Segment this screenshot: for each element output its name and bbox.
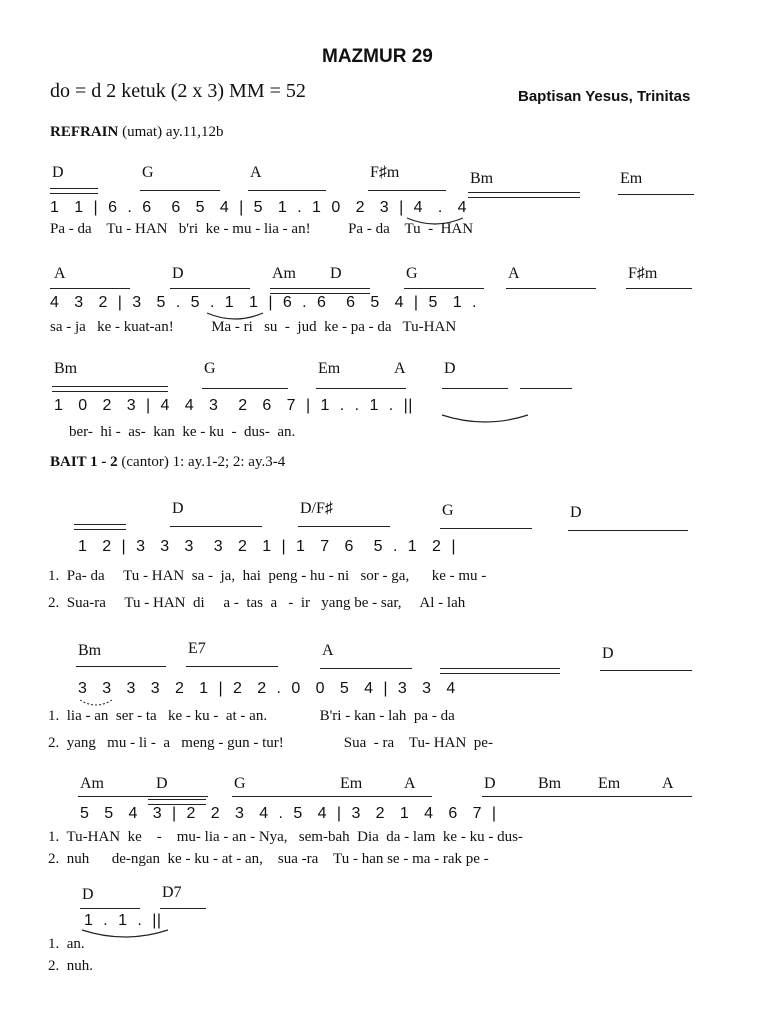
chord: D bbox=[172, 500, 184, 517]
lyrics-row-verse-2: 2. nuh. bbox=[48, 958, 93, 974]
chord: G bbox=[234, 775, 246, 792]
beam bbox=[80, 908, 140, 909]
slur bbox=[78, 698, 114, 708]
beam bbox=[440, 528, 532, 529]
notation-row: 1 2 | 3 3 3 3 2 1 | 1 7 6 5 . 1 2 | bbox=[78, 538, 456, 555]
beam bbox=[74, 524, 126, 530]
lyrics-row-verse-2: 2. nuh de-ngan ke - ku - at - an, sua -ra Tu - han se - ma - rak pe - bbox=[48, 851, 489, 867]
chord: Bm bbox=[470, 170, 494, 187]
chord: Bm bbox=[538, 775, 562, 792]
beam bbox=[568, 530, 688, 531]
beam bbox=[600, 670, 692, 671]
chord: G bbox=[142, 164, 154, 181]
credit-line: Baptisan Yesus, Trinitas bbox=[518, 88, 691, 105]
beam bbox=[186, 666, 278, 667]
chord: Am bbox=[80, 775, 104, 792]
beam bbox=[50, 188, 98, 194]
chord: D bbox=[570, 504, 582, 521]
lyrics-row-verse-1: 1. lia - an ser - ta ke - ku - at - an. B'ri - kan - lah pa - da bbox=[48, 708, 455, 724]
chord: D7 bbox=[162, 884, 182, 901]
chord: D bbox=[444, 360, 456, 377]
beam bbox=[468, 192, 580, 198]
chord: F♯m bbox=[370, 164, 400, 181]
chord: A bbox=[54, 265, 66, 282]
chord: Bm bbox=[78, 642, 102, 659]
bait-heading bbox=[50, 454, 285, 471]
beam bbox=[232, 796, 432, 797]
notation-row: 1 . 1 . || bbox=[84, 912, 162, 929]
refrain-heading bbox=[50, 124, 223, 141]
lyrics-row: Pa - da Tu - HAN b'ri ke - mu - lia - an! Pa - da Tu - HAN bbox=[50, 221, 474, 237]
beam bbox=[520, 388, 572, 389]
notation-row: 1 1 | 6 . 6 6 5 4 | 5 1 . 1 0 2 3 | 4 . 4 bbox=[50, 199, 468, 216]
notation-row: 1 0 2 3 | 4 4 3 2 6 7 | 1 . . 1 . || bbox=[54, 397, 413, 414]
chord: A bbox=[508, 265, 520, 282]
beam bbox=[78, 796, 208, 797]
beam bbox=[170, 526, 262, 527]
beam bbox=[202, 388, 288, 389]
lyrics-row-verse-1: 1. Pa- da Tu - HAN sa - ja, hai peng - hu - ni sor - ga, ke - mu - bbox=[48, 568, 487, 584]
beam bbox=[52, 386, 168, 392]
chord: G bbox=[204, 360, 216, 377]
slur bbox=[80, 928, 170, 942]
chord: Em bbox=[620, 170, 643, 187]
beam bbox=[482, 796, 692, 797]
chord: Em bbox=[318, 360, 341, 377]
notation-row: 4 3 2 | 3 5 . 5 . 1 1 | 6 . 6 6 5 4 | 5 1 . bbox=[50, 294, 477, 311]
notation-row: 3 3 3 3 2 1 | 2 2 . 0 0 5 4 | 3 3 4 bbox=[78, 680, 456, 697]
chord: A bbox=[250, 164, 262, 181]
beam bbox=[316, 388, 406, 389]
chord: D bbox=[172, 265, 184, 282]
refrain-heading-rest: (umat) ay.11,12b bbox=[118, 124, 224, 140]
beam bbox=[626, 288, 692, 289]
beam bbox=[368, 190, 446, 191]
lyrics-row: sa - ja ke - kuat-an! Ma - ri su - jud ke - pa - da Tu-HAN bbox=[50, 319, 457, 335]
chord: Am bbox=[272, 265, 296, 282]
chord: D/F♯ bbox=[300, 500, 333, 517]
chord: D bbox=[330, 265, 342, 282]
beam bbox=[320, 668, 412, 669]
chord: E7 bbox=[188, 640, 206, 657]
chord: D bbox=[156, 775, 168, 792]
beam bbox=[140, 190, 220, 191]
beam bbox=[76, 666, 166, 667]
refrain-heading-bold: REFRAIN bbox=[50, 124, 119, 140]
chord: Bm bbox=[54, 360, 78, 377]
beam bbox=[248, 190, 326, 191]
chord: A bbox=[394, 360, 406, 377]
lyrics-row: ber- hi - as- kan ke - ku - dus- an. bbox=[54, 424, 296, 440]
chord: F♯m bbox=[628, 265, 658, 282]
beam bbox=[442, 388, 508, 389]
chord: A bbox=[404, 775, 416, 792]
chord: G bbox=[442, 502, 454, 519]
beam bbox=[298, 526, 390, 527]
beam bbox=[506, 288, 596, 289]
beam bbox=[50, 288, 130, 289]
chord: Em bbox=[598, 775, 621, 792]
bait-heading-rest: (cantor) 1: ay.1-2; 2: ay.3-4 bbox=[117, 454, 286, 470]
chord: D bbox=[484, 775, 496, 792]
chord: A bbox=[322, 642, 334, 659]
beam bbox=[160, 908, 206, 909]
chord: D bbox=[602, 645, 614, 662]
chord: A bbox=[662, 775, 674, 792]
lyrics-row-verse-2: 2. Sua-ra Tu - HAN di a - tas a - ir yang be - sar, Al - lah bbox=[48, 595, 466, 611]
beam bbox=[170, 288, 250, 289]
lyrics-row-verse-2: 2. yang mu - li - a meng - gun - tur! Sua - ra Tu- HAN pe- bbox=[48, 735, 493, 751]
page-title: MAZMUR 29 bbox=[322, 46, 433, 67]
slur bbox=[440, 413, 530, 427]
beam bbox=[404, 288, 484, 289]
lyrics-row-verse-1: 1. Tu-HAN ke - mu- lia - an - Nya, sem-bah Dia da - lam ke - ku - dus- bbox=[48, 829, 523, 845]
bait-heading-bold: BAIT 1 - 2 bbox=[50, 454, 118, 470]
beam bbox=[618, 194, 694, 195]
tempo-key-line: do = d 2 ketuk (2 x 3) MM = 52 bbox=[50, 80, 306, 102]
chord: D bbox=[52, 164, 64, 181]
beam bbox=[440, 668, 560, 674]
chord: Em bbox=[340, 775, 363, 792]
notation-row: 5 5 4 3 | 2 2 3 4 . 5 4 | 3 2 1 4 6 7 | bbox=[80, 805, 497, 822]
chord: D bbox=[82, 886, 94, 903]
chord: G bbox=[406, 265, 418, 282]
lyrics-row-verse-1: 1. an. bbox=[48, 936, 85, 952]
